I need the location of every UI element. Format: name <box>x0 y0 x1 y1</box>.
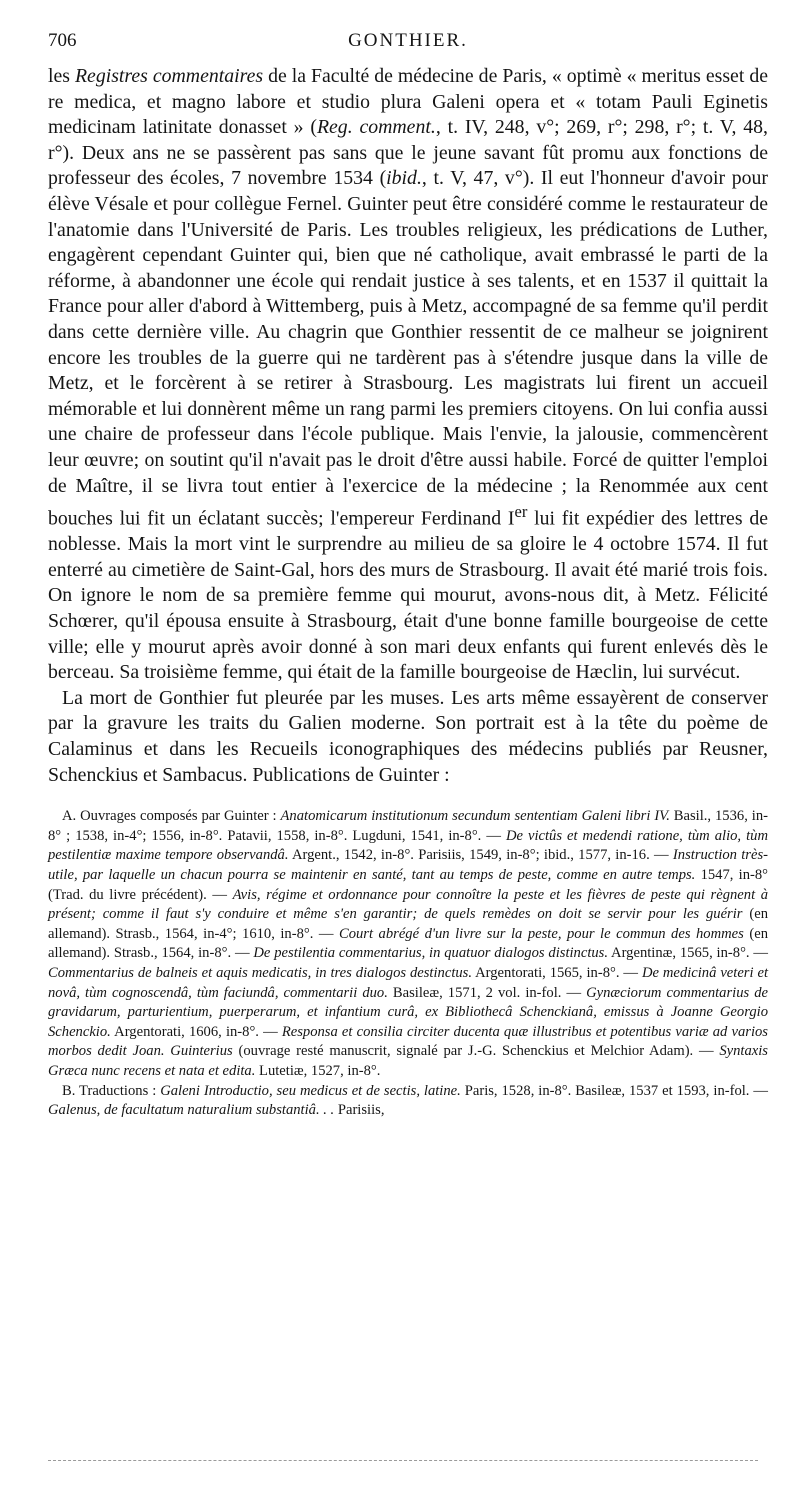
italic-reference: Reg. comment. <box>316 116 436 139</box>
text-run: , t. IV, 248, v°; 269, r°; 298, r°; t. V, 48, r°). Deux ans ne se passèrent pas sans que le jeune savant fût promu aux fonctions de professeur des écoles, 7 novembre 1534 ( <box>48 116 768 190</box>
text-run: Argentorati, 1606, in-8°. — <box>110 1023 282 1040</box>
work-title: De pestilentia commentarius, in quatuor dialogos distinctus. <box>253 945 609 962</box>
work-title: Commentarius de balneis et aquis medicatis, in tres dialogos destinctus. <box>48 964 472 981</box>
text-run: Paris, 1528, in-8°. Basileæ, 1537 et 1593, in-fol. — <box>460 1082 768 1099</box>
italic-reference: ibid. <box>386 167 422 190</box>
work-title: De medicinâ veteri et novâ, tùm cognoscendâ, tùm faciundâ, commentarii duo. <box>48 964 768 1001</box>
italic-title: Registres commentaires <box>74 65 264 87</box>
work-title: Galeni Introductio, seu medicus et de sectis, latine. <box>160 1082 461 1099</box>
work-title: De victûs et medendi ratione, tùm alio, tùm pestilentiæ maxime tempore observandâ. <box>48 827 768 864</box>
text-run: A. Ouvrages composés par Guinter : <box>62 808 281 825</box>
text-run: Argentinæ, 1565, in-8°. — <box>608 945 768 962</box>
text-run: (en allemand). Strasb., 1564, in-4°; 1610, in-8°. — <box>48 906 768 942</box>
body-paragraph-1 <box>48 64 768 686</box>
work-title: Responsa et consilia circiter ducenta quæ illustribus et potentibus variæ ad varios morbos dedit Joan. Guinterius <box>48 1023 768 1060</box>
body-paragraph-2: La mort de Gonthier fut pleurée par les muses. Les arts même essayèrent de conserver par la gravure les traits du Galien moderne. Son portrait est à la tête du poème de Calaminus et dans les Recueils iconographiques des médecins publiés par Reusner, Schenckius et Sambacus. Publications de Guinter : <box>48 686 768 786</box>
text-run: (en allemand). Strasb., 1564, in-8°. — <box>48 925 768 962</box>
text-run: (ouvrage resté manuscrit, signalé par J.-G. Schenckius et Melchior Adam). — <box>232 1043 720 1060</box>
bottom-rule <box>48 1460 758 1461</box>
text-run: , t. V, 47, v°). Il eut l'honneur d'avoir pour élève Vésale et pour collègue Fernel. Guinter peut être considéré comme le restaurateur de l'anatomie dans l'Université de Paris. Les troubles religieux, les prédications de Luther, engagèrent cependant Guinter qui, bien que né catholique, avait embrassé le parti de la réforme, à abandonner une école qui rendait justice à ses talents, et en 1537 il quittait la France pour aller d'abord à Wittemberg, puis à Metz, accompagné de sa femme qu'il perdit dans cette dernière ville. Au chagrin que Gonthier ressentit de ce malheur se joignirent encore les troubles de la guerre qui ne tardèrent pas à s'étendre jusque dans la ville de Metz, et le forcèrent à se retirer à Strasbourg. Les magistrats lui firent un accueil mémorable et lui donnèrent même un rang parmi les premiers citoyens. On lui confia aussi une chaire de professeur dans l'école publique. Mais l'envie, la jalousie, commencèrent leur œuvre; on soutint qu'il n'avait pas le droit d'être aussi habile. Forcé de quitter l'emploi de Maître, il se livra tout entier à l'exercice de la médecine ; la Renommée aux cent bouches lui fit un éclatant succès; l'empereur Ferdinand I <box>48 167 769 530</box>
work-title: Court abrégé d'un livre sur la peste, pour le commun des hommes <box>338 925 744 942</box>
text-run: B. Traductions : <box>62 1082 161 1099</box>
work-title: Galenus, de facultatum naturalium substantiâ. . . <box>48 1102 335 1119</box>
work-title: Gynæciorum commentarius de gravidarum, parturientium, puerperarum, et infantium curâ, ex Bibliothecâ Schenckianâ, emissus à Joanne Georgio Schenckio. <box>48 984 769 1040</box>
text-run: Argent., 1542, in-8°. Parisiis, 1549, in-8°; ibid., 1577, in-16. — <box>288 847 673 864</box>
work-title: Anatomicarum institutionum secundum sententiam Galeni libri IV. <box>280 808 670 825</box>
text-run: 1547, in-8° (Trad. du livre précédent). — <box>48 867 768 903</box>
text-run: Argentorati, 1565, in-8°. — <box>472 964 642 981</box>
note-b-translations <box>48 1082 768 1121</box>
text-run: Lutetiæ, 1527, in-8°. <box>255 1062 381 1079</box>
text-run: Parisiis, <box>334 1102 385 1119</box>
work-title: Syntaxis Græca nunc recens et nata et edita. <box>48 1043 768 1079</box>
body-text <box>48 64 768 788</box>
bibliography-notes <box>48 807 768 1121</box>
work-title: Instruction très-utile, par laquelle un chacun pourra se maintenir en santé, tant au temps de peste, comme en autre temps. <box>48 847 769 883</box>
running-title: GONTHIER. <box>348 30 468 51</box>
page-number: 706 <box>48 30 77 51</box>
note-a-original-works <box>48 807 768 1081</box>
running-head <box>48 30 768 64</box>
text-run: de la Faculté de médecine de Paris, « optimè « meritus esset de re medica, et magno labore et studio plura Galeni opera et « totam Pauli Eginetis medicinam latinitate donasset » ( <box>48 65 768 139</box>
text-run: Basileæ, 1571, 2 vol. in-fol. — <box>387 984 587 1001</box>
text-run: les <box>48 65 75 87</box>
text-run: lui fit expédier des lettres de noblesse. Mais la mort vint le surprendre au milieu de sa gloire le 4 octobre 1574. Il fut enterré au cimetière de Saint-Gal, hors des murs de Strasbourg. Il avait été marié trois fois. On ignore le nom de sa première femme qui mourut, avons-nous dit, à Metz. Félicité Schœrer, qu'il épousa ensuite à Strasbourg, était d'une bonne famille bourgeoise de cette ville; elle y mourut après avoir donné à son mari deux enfants qui furent enlevés dès le berceau. Sa troisième femme, qui était de la famille bourgeoise de Hæclin, lui survécut. <box>48 507 768 684</box>
text-run: Basil., 1536, in-8° ; 1538, in-4°; 1556, in-8°. Patavii, 1558, in-8°. Lugduni, 1541, in-8°. — <box>48 808 768 844</box>
page <box>48 30 768 1121</box>
work-title: Avis, régime et ordonnance pour connoître la peste et les fièvres de peste qui règnent à présent; comme il faut s'y conduire et même s'en garantir; de quels remèdes on doit se servir pour les guérir <box>48 886 768 923</box>
superscript: er <box>514 502 528 522</box>
